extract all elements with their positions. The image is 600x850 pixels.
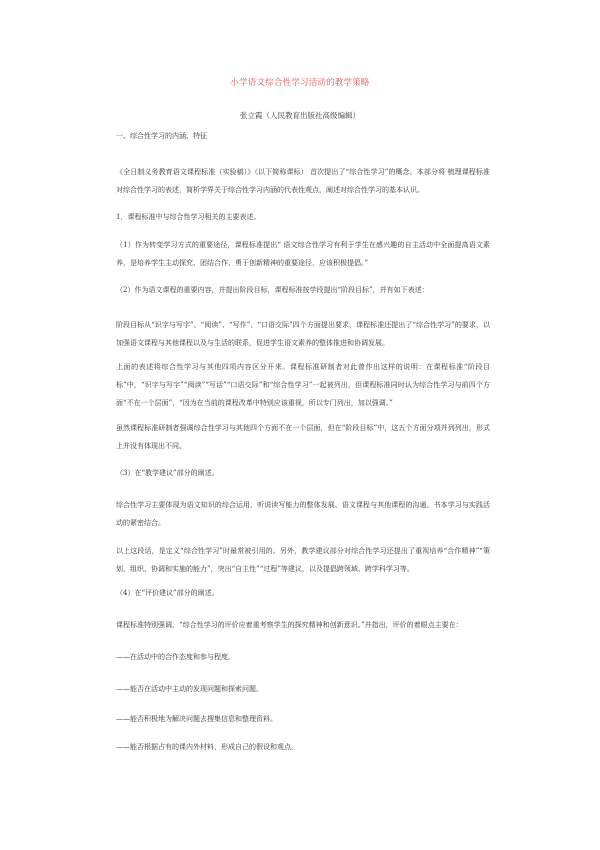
list-item: ——能否积极地为解决问题去搜集信息和整理资料。 bbox=[116, 715, 277, 723]
list-item: ——能否根据占有的课内外材料，形成自己的假设和观点。 bbox=[116, 743, 298, 751]
paragraph-sub-3: （3）在“教学建议”部分的阐述。 bbox=[116, 469, 219, 477]
paragraph-sub-2: （2）作为语文课程的重要内容，并提出阶段目标，课程标准按学段提出“阶段目标”，并有如下表述： bbox=[116, 286, 429, 294]
paragraph-sub-1: （1）作为转变学习方式的重要途径，课程标准提出“ 语文综合性学习有利于学生在感兴趣的自主活动中全面提高语文素养，是培养学生主动探究、团结合作、勇于创新精神的重要途径，应该积极提倡。” bbox=[116, 241, 490, 267]
paragraph-evaluation: 课程标准特别强调，“综合性学习的评价应着重考察学生的探究精神和创新意识。”并指出，评价的着眼点主要在： bbox=[116, 621, 463, 629]
paragraph-teaching-advice: 以上这段话，是定义“综合性学习”时最常被引用的。另外，教学建议部分对综合性学习还提出了重视培养“合作精神”“策划、组织、协调和实施的能力”，突出“自主性”“过程”等建议，以及提倡跨领域、跨学科学习等。 bbox=[116, 547, 490, 573]
paragraph-intro: 《全日制义务教育语文课程标准（实验稿）》（以下简称课标） 首次提出了“综合性学习”的概念。本部分将 梳理课程标准对综合性学习的表述，简析学界关于综合性学习内涵的代表性观点，阐述对综合性学习的基本认识。 bbox=[116, 168, 490, 194]
document-title: 小学语文综合性学习活动的教学策略 bbox=[230, 78, 370, 88]
paragraph-point-1: 1．课程标准中与综合性学习相关的主要表述。 bbox=[116, 213, 261, 221]
list-item: ——在活动中的合作态度和参与程度。 bbox=[116, 653, 235, 661]
list-item: ——能否在活动中主动的发现问题和探索问题。 bbox=[116, 685, 263, 693]
paragraph-explanation: 上面的表述将综合性学习与其他四项内容区分开来。课程标准研制者对此曾作出这样的说明：在课程标准“阶段目标”中，“识字与写字”“阅读”“写话”“口语交际”和“综合性学习”一起被列出，但课程标准同时认为综合性学习与前四个方面“不在一个层面”，“因为在当前的课程改革中特别应该重视，所以专门列出，加以强调。” bbox=[116, 363, 490, 407]
section-heading: 一、综合性学习的内涵、特征 bbox=[116, 132, 207, 140]
document-author: 张立霞（人民教育出版社高级编辑） bbox=[240, 111, 360, 120]
paragraph-note: 虽然课程标准研制者强调综合性学习与其他四个方面不在一个层面，但在“阶段目标”中，这五个方面分项并列列出，形式上并没有体现出不同。 bbox=[116, 424, 490, 450]
paragraph-sub-4: （4）在“评价建议”部分的阐述。 bbox=[116, 589, 219, 597]
paragraph-stage-goals: 阶段目标从“识字与写字”、“阅读”、“写作”、“口语交际”四个方面提出要求，课程标准还提出了“综合性学习”的要求，以加强语文课程与其他课程以及与生活的联系，促进学生语文素养的整体推进和协调发展。 bbox=[116, 321, 490, 347]
paragraph-definition: 综合性学习主要体现为语文知识的综合运用、听说读写能力的整体发展、语文课程与其他课程的沟通、书本学习与实践活动的紧密结合。 bbox=[116, 501, 490, 527]
